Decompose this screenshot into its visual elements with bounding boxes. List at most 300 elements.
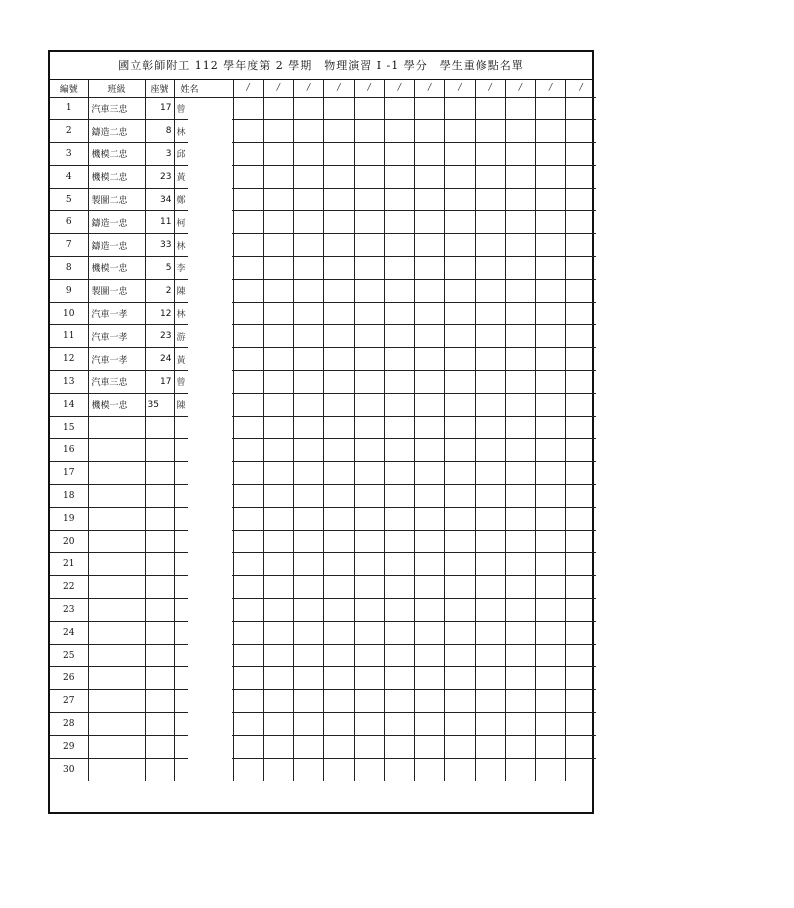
attendance-cell[interactable] xyxy=(294,165,324,188)
attendance-cell[interactable] xyxy=(536,530,566,553)
attendance-cell[interactable] xyxy=(475,371,505,394)
attendance-cell[interactable] xyxy=(475,143,505,166)
attendance-cell[interactable] xyxy=(475,279,505,302)
attendance-cell[interactable] xyxy=(415,735,445,758)
attendance-cell[interactable] xyxy=(415,644,445,667)
attendance-cell[interactable] xyxy=(415,507,445,530)
attendance-cell[interactable] xyxy=(445,553,475,576)
attendance-cell[interactable] xyxy=(384,348,414,371)
attendance-cell[interactable] xyxy=(536,735,566,758)
attendance-cell[interactable] xyxy=(445,758,475,781)
attendance-cell[interactable] xyxy=(415,211,445,234)
attendance-cell[interactable] xyxy=(324,507,354,530)
attendance-cell[interactable] xyxy=(354,576,384,599)
attendance-cell[interactable] xyxy=(415,234,445,257)
attendance-cell[interactable] xyxy=(294,758,324,781)
attendance-cell[interactable] xyxy=(324,188,354,211)
attendance-cell[interactable] xyxy=(505,302,535,325)
attendance-cell[interactable] xyxy=(384,325,414,348)
attendance-cell[interactable] xyxy=(354,120,384,143)
attendance-cell[interactable] xyxy=(354,439,384,462)
attendance-cell[interactable] xyxy=(415,348,445,371)
attendance-cell[interactable] xyxy=(505,257,535,280)
attendance-cell[interactable] xyxy=(384,644,414,667)
attendance-cell[interactable] xyxy=(294,371,324,394)
attendance-cell[interactable] xyxy=(536,302,566,325)
attendance-cell[interactable] xyxy=(566,143,596,166)
attendance-cell[interactable] xyxy=(384,234,414,257)
attendance-cell[interactable] xyxy=(415,439,445,462)
attendance-cell[interactable] xyxy=(536,416,566,439)
attendance-cell[interactable] xyxy=(294,325,324,348)
attendance-cell[interactable] xyxy=(233,302,263,325)
attendance-cell[interactable] xyxy=(263,257,293,280)
attendance-cell[interactable] xyxy=(233,393,263,416)
attendance-cell[interactable] xyxy=(354,165,384,188)
attendance-cell[interactable] xyxy=(536,576,566,599)
attendance-cell[interactable] xyxy=(566,667,596,690)
attendance-cell[interactable] xyxy=(445,621,475,644)
attendance-cell[interactable] xyxy=(354,371,384,394)
attendance-cell[interactable] xyxy=(566,348,596,371)
attendance-cell[interactable] xyxy=(263,530,293,553)
attendance-cell[interactable] xyxy=(566,462,596,485)
attendance-cell[interactable] xyxy=(415,667,445,690)
attendance-cell[interactable] xyxy=(445,165,475,188)
attendance-cell[interactable] xyxy=(384,462,414,485)
attendance-cell[interactable] xyxy=(384,120,414,143)
attendance-cell[interactable] xyxy=(233,257,263,280)
attendance-cell[interactable] xyxy=(384,621,414,644)
attendance-cell[interactable] xyxy=(415,393,445,416)
attendance-cell[interactable] xyxy=(475,621,505,644)
attendance-cell[interactable] xyxy=(505,97,535,120)
attendance-cell[interactable] xyxy=(445,97,475,120)
attendance-cell[interactable] xyxy=(505,416,535,439)
attendance-cell[interactable] xyxy=(233,690,263,713)
attendance-cell[interactable] xyxy=(263,348,293,371)
attendance-cell[interactable] xyxy=(233,279,263,302)
attendance-cell[interactable] xyxy=(475,416,505,439)
attendance-cell[interactable] xyxy=(263,644,293,667)
attendance-cell[interactable] xyxy=(294,188,324,211)
attendance-cell[interactable] xyxy=(445,371,475,394)
attendance-cell[interactable] xyxy=(445,348,475,371)
attendance-cell[interactable] xyxy=(233,165,263,188)
attendance-cell[interactable] xyxy=(566,97,596,120)
attendance-cell[interactable] xyxy=(415,165,445,188)
attendance-cell[interactable] xyxy=(324,348,354,371)
attendance-cell[interactable] xyxy=(566,530,596,553)
attendance-cell[interactable] xyxy=(536,371,566,394)
attendance-cell[interactable] xyxy=(566,234,596,257)
attendance-cell[interactable] xyxy=(384,507,414,530)
attendance-cell[interactable] xyxy=(263,165,293,188)
attendance-cell[interactable] xyxy=(263,416,293,439)
attendance-cell[interactable] xyxy=(536,485,566,508)
attendance-cell[interactable] xyxy=(445,576,475,599)
attendance-cell[interactable] xyxy=(354,234,384,257)
attendance-cell[interactable] xyxy=(233,143,263,166)
attendance-cell[interactable] xyxy=(354,599,384,622)
attendance-cell[interactable] xyxy=(505,735,535,758)
attendance-cell[interactable] xyxy=(324,644,354,667)
attendance-cell[interactable] xyxy=(233,485,263,508)
attendance-cell[interactable] xyxy=(536,462,566,485)
attendance-cell[interactable] xyxy=(505,599,535,622)
attendance-cell[interactable] xyxy=(505,371,535,394)
attendance-cell[interactable] xyxy=(415,279,445,302)
attendance-cell[interactable] xyxy=(324,211,354,234)
attendance-cell[interactable] xyxy=(505,234,535,257)
attendance-cell[interactable] xyxy=(475,393,505,416)
attendance-cell[interactable] xyxy=(566,507,596,530)
attendance-cell[interactable] xyxy=(505,393,535,416)
attendance-cell[interactable] xyxy=(233,644,263,667)
attendance-cell[interactable] xyxy=(505,325,535,348)
attendance-cell[interactable] xyxy=(233,576,263,599)
attendance-cell[interactable] xyxy=(263,667,293,690)
attendance-cell[interactable] xyxy=(475,758,505,781)
attendance-cell[interactable] xyxy=(384,439,414,462)
attendance-cell[interactable] xyxy=(536,713,566,736)
attendance-cell[interactable] xyxy=(263,507,293,530)
attendance-cell[interactable] xyxy=(384,690,414,713)
attendance-cell[interactable] xyxy=(294,599,324,622)
attendance-cell[interactable] xyxy=(324,393,354,416)
attendance-cell[interactable] xyxy=(475,439,505,462)
attendance-cell[interactable] xyxy=(505,279,535,302)
attendance-cell[interactable] xyxy=(475,188,505,211)
attendance-cell[interactable] xyxy=(536,393,566,416)
attendance-cell[interactable] xyxy=(324,462,354,485)
attendance-cell[interactable] xyxy=(294,576,324,599)
attendance-cell[interactable] xyxy=(505,439,535,462)
attendance-cell[interactable] xyxy=(415,97,445,120)
attendance-cell[interactable] xyxy=(536,279,566,302)
attendance-cell[interactable] xyxy=(475,644,505,667)
attendance-cell[interactable] xyxy=(566,371,596,394)
attendance-cell[interactable] xyxy=(566,621,596,644)
attendance-cell[interactable] xyxy=(445,143,475,166)
attendance-cell[interactable] xyxy=(536,599,566,622)
attendance-cell[interactable] xyxy=(536,97,566,120)
attendance-cell[interactable] xyxy=(324,371,354,394)
attendance-cell[interactable] xyxy=(415,462,445,485)
attendance-cell[interactable] xyxy=(536,621,566,644)
attendance-cell[interactable] xyxy=(294,348,324,371)
attendance-cell[interactable] xyxy=(505,120,535,143)
attendance-cell[interactable] xyxy=(233,211,263,234)
attendance-cell[interactable] xyxy=(445,257,475,280)
attendance-cell[interactable] xyxy=(445,462,475,485)
attendance-cell[interactable] xyxy=(445,279,475,302)
attendance-cell[interactable] xyxy=(384,735,414,758)
attendance-cell[interactable] xyxy=(384,485,414,508)
attendance-cell[interactable] xyxy=(475,530,505,553)
attendance-cell[interactable] xyxy=(505,485,535,508)
attendance-cell[interactable] xyxy=(354,485,384,508)
attendance-cell[interactable] xyxy=(263,211,293,234)
attendance-cell[interactable] xyxy=(233,507,263,530)
attendance-cell[interactable] xyxy=(536,690,566,713)
attendance-cell[interactable] xyxy=(566,279,596,302)
attendance-cell[interactable] xyxy=(233,97,263,120)
attendance-cell[interactable] xyxy=(263,120,293,143)
attendance-cell[interactable] xyxy=(324,576,354,599)
attendance-cell[interactable] xyxy=(354,257,384,280)
attendance-cell[interactable] xyxy=(475,735,505,758)
attendance-cell[interactable] xyxy=(415,599,445,622)
attendance-cell[interactable] xyxy=(233,462,263,485)
attendance-cell[interactable] xyxy=(233,621,263,644)
attendance-cell[interactable] xyxy=(294,279,324,302)
attendance-cell[interactable] xyxy=(294,302,324,325)
attendance-cell[interactable] xyxy=(536,143,566,166)
attendance-cell[interactable] xyxy=(263,621,293,644)
attendance-cell[interactable] xyxy=(324,735,354,758)
attendance-cell[interactable] xyxy=(566,302,596,325)
attendance-cell[interactable] xyxy=(475,599,505,622)
attendance-cell[interactable] xyxy=(445,735,475,758)
attendance-cell[interactable] xyxy=(294,485,324,508)
attendance-cell[interactable] xyxy=(505,667,535,690)
attendance-cell[interactable] xyxy=(566,599,596,622)
attendance-cell[interactable] xyxy=(384,371,414,394)
attendance-cell[interactable] xyxy=(505,165,535,188)
attendance-cell[interactable] xyxy=(445,599,475,622)
attendance-cell[interactable] xyxy=(475,325,505,348)
attendance-cell[interactable] xyxy=(233,234,263,257)
attendance-cell[interactable] xyxy=(475,120,505,143)
attendance-cell[interactable] xyxy=(263,234,293,257)
attendance-cell[interactable] xyxy=(354,393,384,416)
attendance-cell[interactable] xyxy=(566,690,596,713)
attendance-cell[interactable] xyxy=(566,120,596,143)
attendance-cell[interactable] xyxy=(324,257,354,280)
attendance-cell[interactable] xyxy=(354,416,384,439)
attendance-cell[interactable] xyxy=(566,576,596,599)
attendance-cell[interactable] xyxy=(324,234,354,257)
attendance-cell[interactable] xyxy=(536,257,566,280)
attendance-cell[interactable] xyxy=(415,416,445,439)
attendance-cell[interactable] xyxy=(294,644,324,667)
attendance-cell[interactable] xyxy=(384,143,414,166)
attendance-cell[interactable] xyxy=(354,667,384,690)
attendance-cell[interactable] xyxy=(536,348,566,371)
attendance-cell[interactable] xyxy=(324,143,354,166)
attendance-cell[interactable] xyxy=(384,576,414,599)
attendance-cell[interactable] xyxy=(536,667,566,690)
attendance-cell[interactable] xyxy=(475,576,505,599)
attendance-cell[interactable] xyxy=(536,165,566,188)
attendance-cell[interactable] xyxy=(566,416,596,439)
attendance-cell[interactable] xyxy=(294,120,324,143)
attendance-cell[interactable] xyxy=(324,485,354,508)
attendance-cell[interactable] xyxy=(354,279,384,302)
attendance-cell[interactable] xyxy=(294,257,324,280)
attendance-cell[interactable] xyxy=(566,325,596,348)
attendance-cell[interactable] xyxy=(324,530,354,553)
attendance-cell[interactable] xyxy=(263,758,293,781)
attendance-cell[interactable] xyxy=(505,621,535,644)
attendance-cell[interactable] xyxy=(445,507,475,530)
attendance-cell[interactable] xyxy=(384,667,414,690)
attendance-cell[interactable] xyxy=(445,325,475,348)
attendance-cell[interactable] xyxy=(445,690,475,713)
attendance-cell[interactable] xyxy=(415,690,445,713)
attendance-cell[interactable] xyxy=(415,553,445,576)
attendance-cell[interactable] xyxy=(566,393,596,416)
attendance-cell[interactable] xyxy=(324,690,354,713)
attendance-cell[interactable] xyxy=(233,348,263,371)
attendance-cell[interactable] xyxy=(263,439,293,462)
attendance-cell[interactable] xyxy=(566,553,596,576)
attendance-cell[interactable] xyxy=(233,371,263,394)
attendance-cell[interactable] xyxy=(415,758,445,781)
attendance-cell[interactable] xyxy=(505,713,535,736)
attendance-cell[interactable] xyxy=(536,439,566,462)
attendance-cell[interactable] xyxy=(536,553,566,576)
attendance-cell[interactable] xyxy=(505,576,535,599)
attendance-cell[interactable] xyxy=(384,713,414,736)
attendance-cell[interactable] xyxy=(233,713,263,736)
attendance-cell[interactable] xyxy=(324,713,354,736)
attendance-cell[interactable] xyxy=(354,302,384,325)
attendance-cell[interactable] xyxy=(415,371,445,394)
attendance-cell[interactable] xyxy=(294,97,324,120)
attendance-cell[interactable] xyxy=(384,393,414,416)
attendance-cell[interactable] xyxy=(354,188,384,211)
attendance-cell[interactable] xyxy=(263,188,293,211)
attendance-cell[interactable] xyxy=(263,735,293,758)
attendance-cell[interactable] xyxy=(233,439,263,462)
attendance-cell[interactable] xyxy=(475,485,505,508)
attendance-cell[interactable] xyxy=(233,416,263,439)
attendance-cell[interactable] xyxy=(384,599,414,622)
attendance-cell[interactable] xyxy=(233,735,263,758)
attendance-cell[interactable] xyxy=(233,325,263,348)
attendance-cell[interactable] xyxy=(263,325,293,348)
attendance-cell[interactable] xyxy=(475,302,505,325)
attendance-cell[interactable] xyxy=(263,553,293,576)
attendance-cell[interactable] xyxy=(263,143,293,166)
attendance-cell[interactable] xyxy=(384,302,414,325)
attendance-cell[interactable] xyxy=(445,439,475,462)
attendance-cell[interactable] xyxy=(445,393,475,416)
attendance-cell[interactable] xyxy=(324,416,354,439)
attendance-cell[interactable] xyxy=(294,735,324,758)
attendance-cell[interactable] xyxy=(505,348,535,371)
attendance-cell[interactable] xyxy=(294,211,324,234)
attendance-cell[interactable] xyxy=(445,485,475,508)
attendance-cell[interactable] xyxy=(475,690,505,713)
attendance-cell[interactable] xyxy=(263,485,293,508)
attendance-cell[interactable] xyxy=(233,599,263,622)
attendance-cell[interactable] xyxy=(294,690,324,713)
attendance-cell[interactable] xyxy=(263,462,293,485)
attendance-cell[interactable] xyxy=(415,302,445,325)
attendance-cell[interactable] xyxy=(566,439,596,462)
attendance-cell[interactable] xyxy=(566,211,596,234)
attendance-cell[interactable] xyxy=(475,507,505,530)
attendance-cell[interactable] xyxy=(354,211,384,234)
attendance-cell[interactable] xyxy=(324,599,354,622)
attendance-cell[interactable] xyxy=(263,302,293,325)
attendance-cell[interactable] xyxy=(233,553,263,576)
attendance-cell[interactable] xyxy=(475,462,505,485)
attendance-cell[interactable] xyxy=(445,416,475,439)
attendance-cell[interactable] xyxy=(354,553,384,576)
attendance-cell[interactable] xyxy=(384,257,414,280)
attendance-cell[interactable] xyxy=(263,371,293,394)
attendance-cell[interactable] xyxy=(475,713,505,736)
attendance-cell[interactable] xyxy=(445,234,475,257)
attendance-cell[interactable] xyxy=(536,188,566,211)
attendance-cell[interactable] xyxy=(324,667,354,690)
attendance-cell[interactable] xyxy=(536,234,566,257)
attendance-cell[interactable] xyxy=(294,553,324,576)
attendance-cell[interactable] xyxy=(354,462,384,485)
attendance-cell[interactable] xyxy=(415,188,445,211)
attendance-cell[interactable] xyxy=(294,143,324,166)
attendance-cell[interactable] xyxy=(415,621,445,644)
attendance-cell[interactable] xyxy=(324,758,354,781)
attendance-cell[interactable] xyxy=(233,530,263,553)
attendance-cell[interactable] xyxy=(324,97,354,120)
attendance-cell[interactable] xyxy=(566,165,596,188)
attendance-cell[interactable] xyxy=(294,713,324,736)
attendance-cell[interactable] xyxy=(445,302,475,325)
attendance-cell[interactable] xyxy=(233,188,263,211)
attendance-cell[interactable] xyxy=(294,439,324,462)
attendance-cell[interactable] xyxy=(475,553,505,576)
attendance-cell[interactable] xyxy=(384,758,414,781)
attendance-cell[interactable] xyxy=(536,644,566,667)
attendance-cell[interactable] xyxy=(445,667,475,690)
attendance-cell[interactable] xyxy=(475,257,505,280)
attendance-cell[interactable] xyxy=(354,735,384,758)
attendance-cell[interactable] xyxy=(384,530,414,553)
attendance-cell[interactable] xyxy=(294,507,324,530)
attendance-cell[interactable] xyxy=(384,553,414,576)
attendance-cell[interactable] xyxy=(263,279,293,302)
attendance-cell[interactable] xyxy=(354,325,384,348)
attendance-cell[interactable] xyxy=(233,120,263,143)
attendance-cell[interactable] xyxy=(415,485,445,508)
attendance-cell[interactable] xyxy=(324,621,354,644)
attendance-cell[interactable] xyxy=(294,621,324,644)
attendance-cell[interactable] xyxy=(354,644,384,667)
attendance-cell[interactable] xyxy=(475,234,505,257)
attendance-cell[interactable] xyxy=(354,507,384,530)
attendance-cell[interactable] xyxy=(384,416,414,439)
attendance-cell[interactable] xyxy=(566,713,596,736)
attendance-cell[interactable] xyxy=(354,621,384,644)
attendance-cell[interactable] xyxy=(354,143,384,166)
attendance-cell[interactable] xyxy=(566,735,596,758)
attendance-cell[interactable] xyxy=(294,234,324,257)
attendance-cell[interactable] xyxy=(294,393,324,416)
attendance-cell[interactable] xyxy=(415,325,445,348)
attendance-cell[interactable] xyxy=(505,690,535,713)
attendance-cell[interactable] xyxy=(263,576,293,599)
attendance-cell[interactable] xyxy=(324,279,354,302)
attendance-cell[interactable] xyxy=(354,97,384,120)
attendance-cell[interactable] xyxy=(505,211,535,234)
attendance-cell[interactable] xyxy=(445,188,475,211)
attendance-cell[interactable] xyxy=(294,667,324,690)
